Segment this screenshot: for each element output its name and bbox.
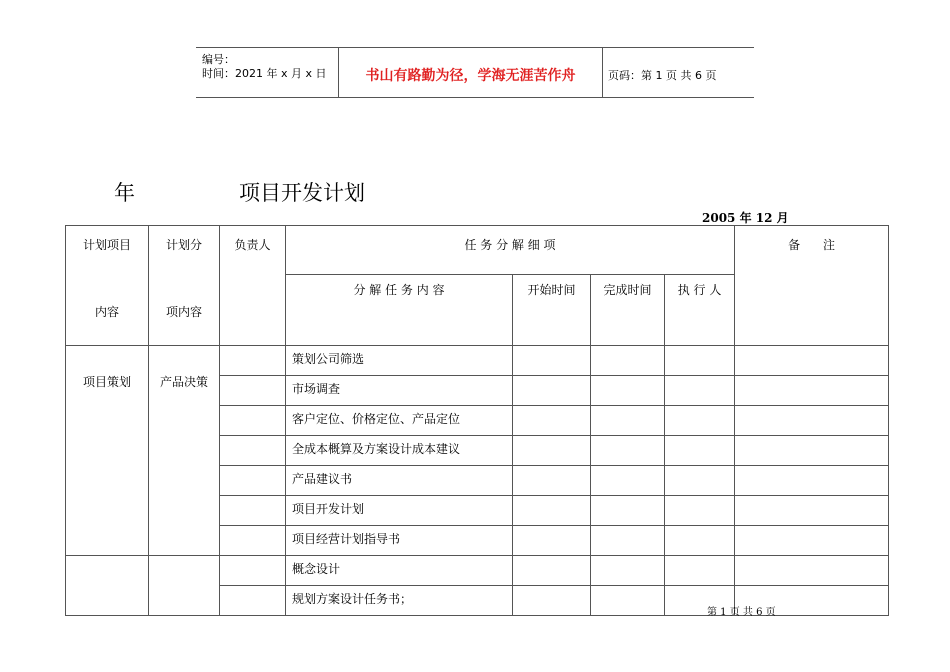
cell-executor: [665, 376, 735, 406]
cell-executor: [665, 526, 735, 556]
cell-plan-subitem: [149, 556, 220, 616]
cell-remarks: [735, 436, 889, 466]
cell-task: 项目开发计划: [286, 496, 513, 526]
header-remarks: [735, 226, 889, 346]
header-plan-subitem-line2: 项内容: [165, 305, 202, 319]
cell-start: [513, 406, 591, 436]
cell-remarks: [735, 346, 889, 376]
cell-task: 概念设计: [286, 556, 513, 586]
cell-start: [513, 466, 591, 496]
cell-task: 规划方案设计任务书；: [286, 586, 513, 616]
subheader-finish-time: 完成时间: [591, 275, 665, 346]
cell-start: [513, 496, 591, 526]
cell-executor: [665, 496, 735, 526]
cell-responsible: [220, 436, 286, 466]
cell-start: [513, 436, 591, 466]
cell-task: 市场调查: [286, 376, 513, 406]
title-year: 年: [114, 181, 135, 205]
cell-finish: [591, 496, 665, 526]
page-title: 项目开发计划: [239, 181, 365, 205]
cell-responsible: [220, 556, 286, 586]
cell-remarks: [735, 526, 889, 556]
cell-task: 项目经营计划指导书: [286, 526, 513, 556]
header-plan-subitem-line1: 计划分: [165, 238, 202, 252]
header-remarks-label: 备 注: [788, 238, 835, 252]
cell-responsible: [220, 586, 286, 616]
cell-remarks: [735, 556, 889, 586]
document-number: 编号：: [202, 53, 235, 66]
cell-start: [513, 376, 591, 406]
header-page-number: 页码：第 1 页 共 6 页: [608, 69, 717, 82]
header-plan-item: [66, 226, 149, 346]
header-responsible-label: 负责人: [234, 238, 271, 252]
table-row: [66, 346, 889, 376]
cell-responsible: [220, 526, 286, 556]
cell-plan-item: [66, 556, 149, 616]
cell-executor: [665, 346, 735, 376]
header-plan-item-line2: 内容: [94, 305, 119, 319]
cell-finish: [591, 406, 665, 436]
cell-plan-item: 项目策划: [66, 346, 149, 556]
cell-start: [513, 526, 591, 556]
cell-remarks: [735, 406, 889, 436]
cell-task: 全成本概算及方案设计成本建议: [286, 436, 513, 466]
header-motto: 书山有路勤为径，学海无涯苦作舟: [365, 68, 576, 84]
cell-responsible: [220, 496, 286, 526]
header-responsible: [220, 226, 286, 346]
subheader-task-content: 分 解 任 务 内 容: [286, 275, 513, 346]
page-footer: 第 1 页 共 6 页: [707, 607, 776, 618]
cell-task: 客户定位、价格定位、产品定位: [286, 406, 513, 436]
cell-remarks: [735, 466, 889, 496]
cell-finish: [591, 586, 665, 616]
cell-responsible: [220, 466, 286, 496]
document-header: [196, 47, 754, 98]
subheader-start-time: 开始时间: [513, 275, 591, 346]
cell-start: [513, 346, 591, 376]
table-row: [66, 556, 889, 586]
subheader-executor: 执 行 人: [665, 275, 735, 346]
cell-remarks: [735, 496, 889, 526]
cell-task: 策划公司筛选: [286, 346, 513, 376]
document-date: 2005 年 12 月: [702, 211, 789, 225]
header-motto-cell: [338, 48, 603, 97]
cell-finish: [591, 436, 665, 466]
cell-finish: [591, 556, 665, 586]
header-page-cell: [602, 48, 754, 97]
cell-executor: [665, 436, 735, 466]
header-plan-subitem: [149, 226, 220, 346]
cell-plan-subitem: 产品决策: [149, 346, 220, 556]
cell-responsible: [220, 346, 286, 376]
cell-start: [513, 586, 591, 616]
cell-finish: [591, 346, 665, 376]
cell-remarks: [735, 376, 889, 406]
cell-task: 产品建议书: [286, 466, 513, 496]
cell-finish: [591, 376, 665, 406]
cell-executor: [665, 556, 735, 586]
cell-executor: [665, 406, 735, 436]
header-plan-item-line1: 计划项目: [82, 238, 131, 252]
cell-start: [513, 556, 591, 586]
document-time: 时间：2021 年 x 月 x 日: [202, 67, 327, 80]
header-meta-cell: [196, 48, 338, 97]
cell-responsible: [220, 376, 286, 406]
plan-table: [65, 225, 889, 616]
header-task-breakdown: 任 务 分 解 细 项: [286, 226, 735, 275]
cell-responsible: [220, 406, 286, 436]
cell-finish: [591, 466, 665, 496]
cell-executor: [665, 466, 735, 496]
cell-finish: [591, 526, 665, 556]
